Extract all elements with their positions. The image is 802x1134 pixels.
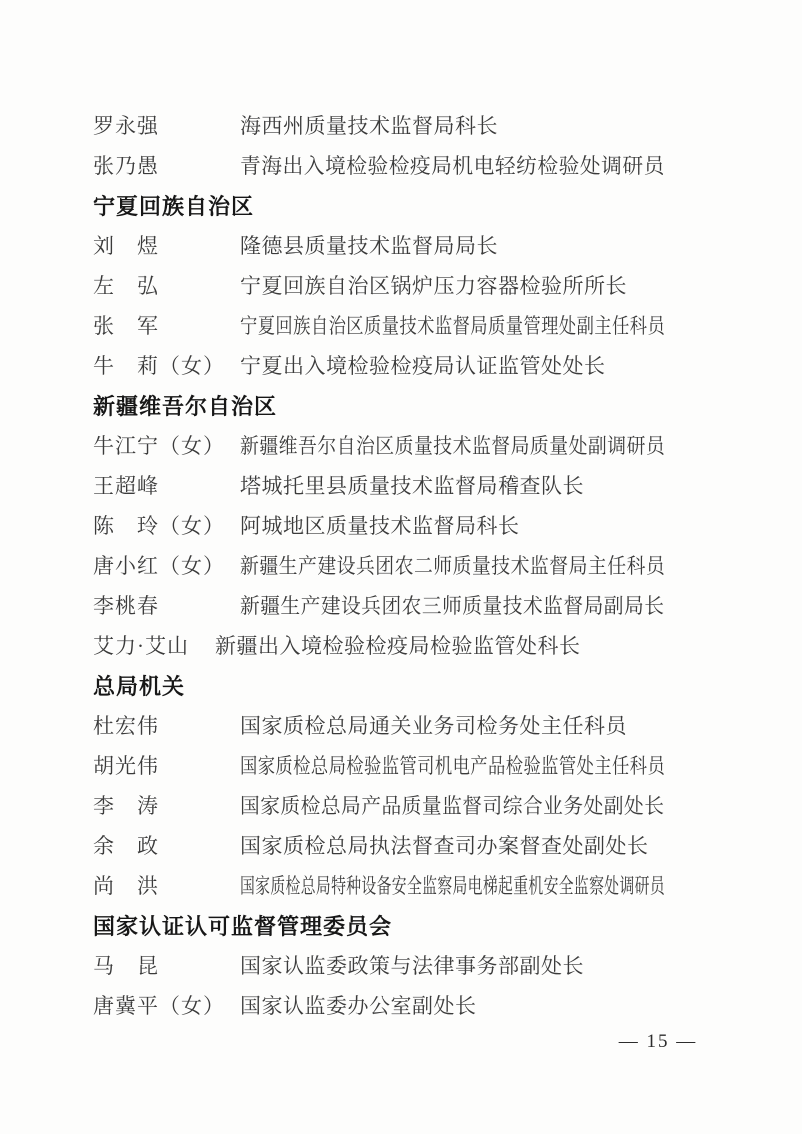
- person-title-wrap: [240, 790, 665, 820]
- person-title: 阿城地区质量技术监督局科长: [240, 514, 520, 538]
- person-title: 国家质检总局检验监管司机电产品检验监管处主任科员: [240, 754, 666, 778]
- person-title-wrap: [240, 550, 665, 580]
- roster-row: [93, 145, 708, 185]
- roster-row: [93, 345, 708, 385]
- person-title-wrap: [240, 990, 665, 1020]
- person-name: 唐小红（女）: [93, 554, 225, 578]
- person-title: 国家质检总局产品质量监督司综合业务处副处长: [240, 794, 665, 818]
- person-name: 李桃春: [93, 594, 159, 618]
- roster-row: [93, 785, 708, 825]
- roster-row: [93, 625, 708, 665]
- person-title-wrap: [240, 150, 665, 180]
- person-name: 左 弘: [93, 274, 159, 298]
- person-title: 塔城托里县质量技术监督局稽查队长: [240, 474, 584, 498]
- roster-row: [93, 305, 708, 345]
- person-title: 国家质检总局特种设备安全监察局电梯起重机安全监察处调研员: [240, 874, 666, 898]
- person-title: 隆德县质量技术监督局局长: [240, 234, 498, 258]
- roster-row: [93, 425, 708, 465]
- roster-row: [93, 265, 708, 305]
- person-title-wrap: [240, 510, 665, 540]
- person-title: 新疆出入境检验检疫局检验监管处科长: [215, 634, 581, 658]
- person-name: 杜宏伟: [93, 714, 159, 738]
- person-name: 刘 煜: [93, 234, 159, 258]
- person-name: 罗永强: [93, 114, 159, 138]
- person-name: 王超峰: [93, 474, 159, 498]
- person-title: 海西州质量技术监督局科长: [240, 114, 498, 138]
- section-header: 国家认证认可监督管理委员会: [93, 913, 393, 939]
- roster-row: [93, 985, 708, 1025]
- person-title-wrap: [240, 430, 665, 460]
- roster-row: [93, 945, 708, 985]
- person-title: 新疆维吾尔自治区质量技术监督局质量处副调研员: [240, 434, 666, 458]
- person-title-wrap: [240, 750, 665, 780]
- person-title-wrap: [215, 630, 665, 660]
- person-title-wrap: [240, 230, 665, 260]
- person-title-wrap: [240, 270, 665, 300]
- person-name: 艾力·艾山: [93, 634, 189, 658]
- person-title: 新疆生产建设兵团农三师质量技术监督局副局长: [240, 594, 665, 618]
- person-title: 青海出入境检验检疫局机电轻纺检验处调研员: [240, 154, 665, 178]
- person-title: 宁夏出入境检验检疫局认证监管处处长: [240, 354, 606, 378]
- person-name: 张乃愚: [93, 154, 159, 178]
- person-name: 马 昆: [93, 954, 159, 978]
- person-name: 李 涛: [93, 794, 159, 818]
- person-title-wrap: [240, 470, 665, 500]
- roster-row: [93, 585, 708, 625]
- person-title-wrap: [240, 710, 665, 740]
- person-name: 唐冀平（女）: [93, 994, 225, 1018]
- person-name: 尚 洪: [93, 874, 159, 898]
- person-title-wrap: [240, 310, 665, 340]
- roster-row: [93, 745, 708, 785]
- person-name: 胡光伟: [93, 754, 159, 778]
- person-name: 牛 莉（女）: [93, 354, 225, 378]
- person-name: 牛江宁（女）: [93, 434, 225, 458]
- person-title-wrap: [240, 870, 665, 900]
- section-header: 新疆维吾尔自治区: [93, 393, 278, 419]
- person-name: 余 政: [93, 834, 159, 858]
- person-title-wrap: [240, 590, 665, 620]
- roster-row: [93, 505, 708, 545]
- section-header: 宁夏回族自治区: [93, 193, 255, 219]
- roster-row: [93, 105, 708, 145]
- person-title: 国家认监委办公室副处长: [240, 994, 477, 1018]
- person-title: 国家质检总局执法督查司办案督查处副处长: [240, 834, 649, 858]
- person-name: 陈 玲（女）: [93, 514, 225, 538]
- person-title-wrap: [240, 350, 665, 380]
- person-title: 宁夏回族自治区锅炉压力容器检验所所长: [240, 274, 627, 298]
- roster-row: [93, 225, 708, 265]
- roster-row: [93, 705, 708, 745]
- section-header: 总局机关: [93, 673, 186, 699]
- roster-list: [93, 105, 708, 1025]
- person-title-wrap: [240, 950, 665, 980]
- person-title: 国家认监委政策与法律事务部副处长: [240, 954, 584, 978]
- roster-row: [93, 865, 708, 905]
- roster-row: [93, 545, 708, 585]
- roster-row: [93, 465, 708, 505]
- person-title: 国家质检总局通关业务司检务处主任科员: [240, 714, 627, 738]
- person-name: 张 军: [93, 314, 159, 338]
- roster-row: [93, 825, 708, 865]
- person-title-wrap: [240, 830, 665, 860]
- person-title: 新疆生产建设兵团农二师质量技术监督局主任科员: [240, 554, 666, 578]
- person-title: 宁夏回族自治区质量技术监督局质量管理处副主任科员: [240, 314, 666, 338]
- person-title-wrap: [240, 110, 665, 140]
- page-number: — 15 —: [618, 1031, 698, 1052]
